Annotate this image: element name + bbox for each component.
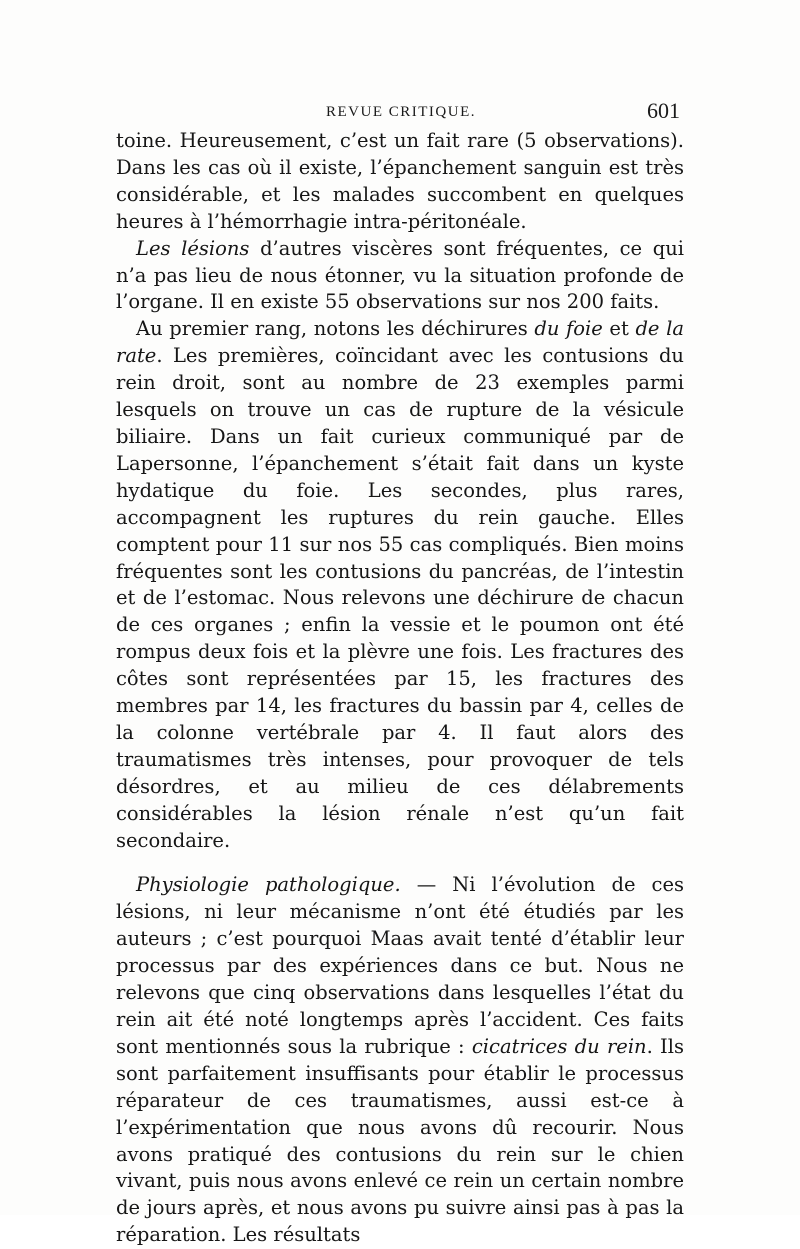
- paragraph-4-text-b: . Ils sont parfaitement insuffisants pour établir le processus réparateur de ces traumatismes, aussi est-ce à l’expérimentation que nous avons dû recourir. Nous avons pratiqué des contusions du rein sur le chien vivant, puis nous avons enlevé ce rein un certain nombre de jours après, et nous avons pu suivre ainsi pas à pas la réparation. Les résultats: [116, 1034, 685, 1247]
- paragraph-4: [116, 872, 684, 1249]
- paragraph-3-text-a: Au premier rang, notons les déchirures: [136, 317, 535, 341]
- paragraph-2-text: d’autres viscères sont fréquentes, ce qui n’a pas lieu de nous étonner, vu la situation profonde de l’organe. Il en existe 55 observations sur nos 200 faits.: [116, 236, 684, 314]
- section-heading-physiologie: Physiologie pathologique.: [136, 873, 401, 897]
- page-header: [118, 92, 684, 132]
- paragraph-3-em-rate: de la rate: [116, 317, 684, 368]
- paragraph-3-text-b: et: [602, 317, 636, 341]
- paragraph-1-text: toine. Heureusement, c’est un fait rare (5 observations). Dans les cas où il existe, l’épanchement sanguin est très considérable, et les malades succombent en quelques heures à l’hémorrhagie intra-péritonéale.: [116, 129, 684, 233]
- body-text: [116, 128, 684, 1249]
- paragraph-1: [116, 128, 684, 236]
- paragraph-2-lead: Les lésions: [136, 236, 250, 260]
- paragraph-3-text-c: . Les premières, coïncidant avec les contusions du rein droit, sont au nombre de 23 exemples parmi lesquels on trouve un cas de rupture de la vésicule biliaire. Dans un fait curieux communiqué par de Lapersonne, l’épanchement s’était fait dans un kyste hydatique du foie. Les secondes, plus rares, accompagnent les ruptures du rein gauche. Elles comptent pour 11 sur nos 55 cas compliqués. Bien moins fréquentes sont les contusions du pancréas, de l’intestin et de l’estomac. Nous relevons une déchirure de chacun de ces organes ; enfin la vessie et le poumon ont été rompus deux fois et la plèvre une fois. Les fractures des côtes sont représentées par 15, les fractures des membres par 14, les fractures du bassin par 4, celles de la colonne vertébrale par 4. Il faut alors des traumatismes très intenses, pour provoquer de tels désordres, et au milieu de ces délabrements considérables la lésion rénale n’est qu’un fait secondaire.: [116, 344, 684, 852]
- paragraph-4-em-cicatrices: cicatrices du rein: [471, 1034, 647, 1058]
- paragraph-3-em-foie: du foie: [534, 317, 603, 341]
- paragraph-2: [116, 236, 684, 317]
- page-number: 601: [647, 98, 680, 123]
- paragraph-3: [116, 316, 684, 854]
- paragraph-4-text-a: — Ni l’évolution de ces lésions, ni leur mécanisme n’ont été étudiés par les auteurs ; c’est pourquoi Maas avait tenté d’établir leur processus par des expériences dans ce but. Nous ne relevons que cinq observations dans lesquelles l’état du rein ait été noté longtemps après l’accident. Ces faits sont mentionnés sous la rubrique :: [116, 873, 684, 1058]
- running-title: REVUE CRITIQUE.: [326, 104, 476, 120]
